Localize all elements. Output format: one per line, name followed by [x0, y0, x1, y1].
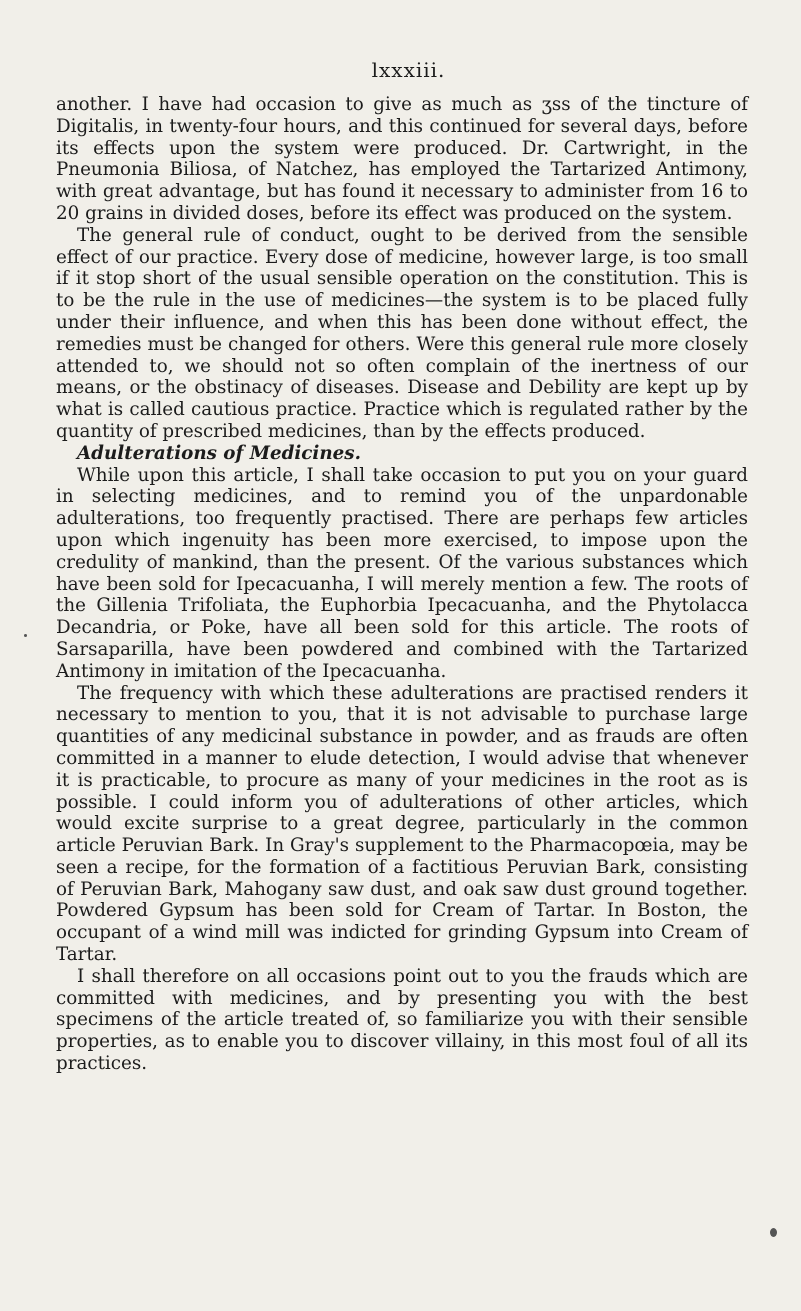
paragraph-adulterations-intro: While upon this article, I shall take occasion to put you on your guard in selecting medicines, and to remind you of the unpardonable adulterations, too frequently practised. There are perhaps few articles upon which ingenuity has been more exercised, to impose upon the credulity of mankind, than the present. Of the various substances which have been sold for Ipecacuanha, I will merely mention a few. The roots of the Gillenia Trifoliata, the Euphorbia Ipecacuanha, and the Phytolacca Decandria, or Poke, have all been sold for this article. The roots of Sarsaparilla, have been powdered and combined with the Tartarized Antimony in imitation of the Ipecacuanha. — [56, 464, 748, 682]
paragraph-adulteration-frequency: The frequency with which these adulterations are practised renders it necessary to mention to you, that it is not advisable to purchase large quantities of any medicinal substance in powder, and as frauds are often committed in a manner to elude detection, I would advise that whenever it is practicable, to procure as many of your medicines in the root as is possible. I could inform you of adulterations of other articles, which would excite surprise to a great degree, particularly in the common article Peruvian Bark. In Gray's supplement to the Pharmacopœia, may be seen a recipe, for the formation of a factitious Peruvian Bark, consisting of Peruvian Bark, Mahogany saw dust, and oak saw dust ground together. Powdered Gypsum has been sold for Cream of Tartar. In Boston, the occupant of a wind mill was indicted for grinding Gypsum into Cream of Tartar. — [56, 682, 748, 966]
ink-speck — [770, 1228, 777, 1237]
paragraph-closing: I shall therefore on all occasions point out to you the frauds which are committed with medicines, and by presenting you with the best specimens of the article treated of, so familiarize you with their sensible properties, as to enable you to discover villainy, in this most foul of all its practices. — [56, 965, 748, 1075]
body-text — [56, 94, 748, 1075]
paragraph-dosage-continuation: another. I have had occasion to give as much as ʒss of the tincture of Digitalis, in twenty-four hours, and this continued for several days, before its effects upon the system were produced. Dr. Cartwright, in the Pneumonia Biliosa, of Natchez, has employed the Tartarized Antimony, with great advantage, but has found it necessary to administer from 16 to 20 grains in divided doses, before its effect was produced on the system. — [56, 94, 748, 224]
paragraph-general-rule: The general rule of conduct, ought to be derived from the sensible effect of our practice. Every dose of medicine, however large, is too small if it stop short of the usual sensible operation on the constitution. This is to be the rule in the use of medicines—the system is to be placed fully under their influence, and when this has been done without effect, the remedies must be changed for others. Were this general rule more closely attended to, we should not so often complain of the inertness of our means, or the obstinacy of diseases. Disease and Debility are kept up by what is called cautious practice. Practice which is regulated rather by the quantity of prescribed medicines, than by the effects produced. — [56, 224, 748, 442]
ink-speck — [24, 634, 27, 637]
page-number: lxxxiii. — [371, 58, 446, 82]
section-heading: Adulterations of Medicines. — [77, 442, 361, 464]
